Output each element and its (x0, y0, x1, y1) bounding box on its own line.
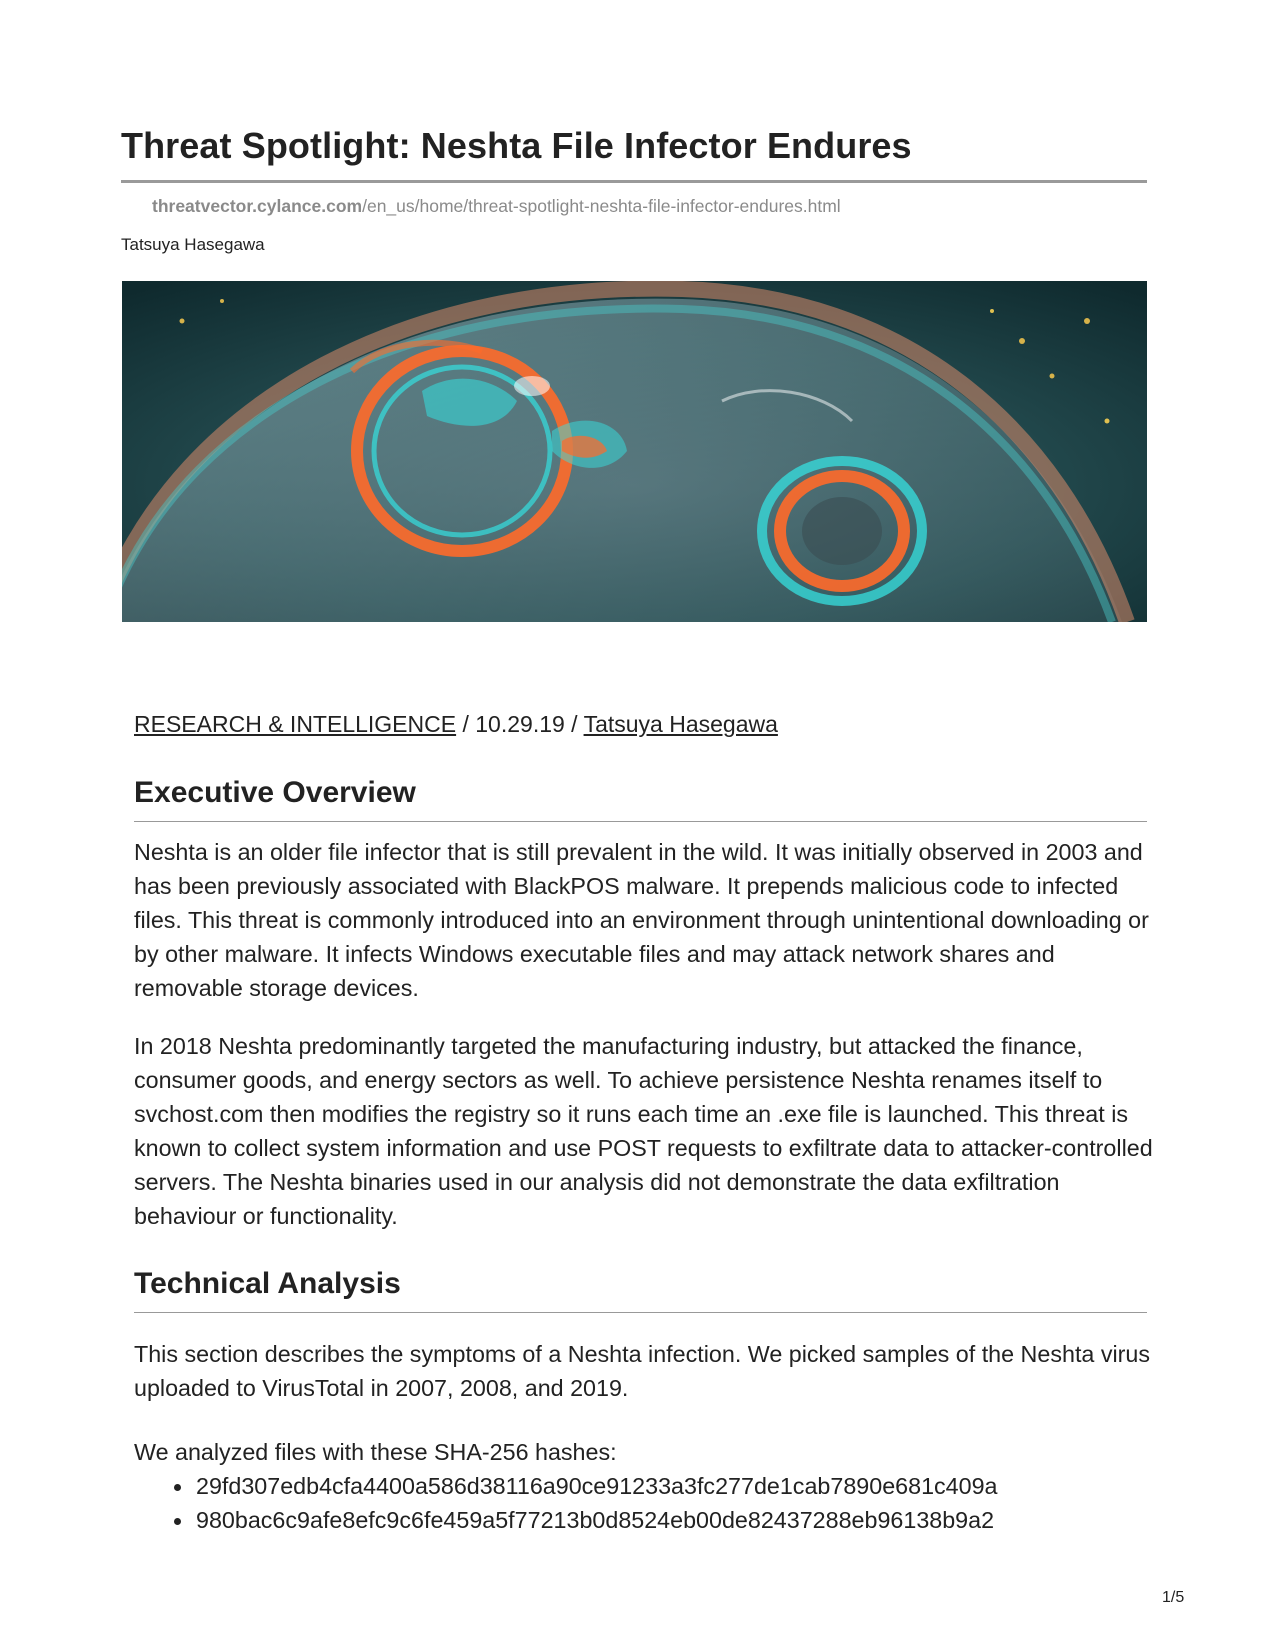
list-item: 29fd307edb4cfa4400a586d38116a90ce91233a3fc277de1cab7890e681c409a (134, 1469, 998, 1503)
meta-separator: / (564, 711, 584, 737)
executive-overview-heading: Executive Overview (134, 776, 416, 809)
hash-list (134, 1469, 998, 1537)
executive-overview-paragraph-2: In 2018 Neshta predominantly targeted the manufacturing industry, but attacked the finance, consumer goods, and energy sectors as well. To achieve persistence Neshta renames itself to svchost.com then modifies the registry so it runs each time an .exe file is launched. This threat is known to collect system information and use POST requests to exfiltrate data to attacker-controlled servers. The Neshta binaries used in our analysis did not demonstrate the data exfiltration behaviour or functionality. (134, 1033, 1153, 1229)
page-title: Threat Spotlight: Neshta File Infector Endures (121, 125, 912, 166)
category-link[interactable]: RESEARCH & INTELLIGENCE (134, 711, 457, 737)
page-number: 1/5 (1162, 1589, 1185, 1606)
executive-overview-paragraph-1: Neshta is an older file infector that is still prevalent in the wild. It was initially observed in 2003 and has been previously associated with BlackPOS malware. It prepends malicious code to infected files. This threat is commonly introduced into an environment through unintentional downloading or by other malware. It infects Windows executable files and may attack network shares and removable storage devices. (134, 839, 1149, 1001)
technical-analysis-heading: Technical Analysis (134, 1267, 401, 1300)
technical-analysis-paragraph-1: This section describes the symptoms of a Neshta infection. We picked samples of the Neshta virus uploaded to VirusTotal in 2007, 2008, and 2019. (134, 1341, 1151, 1401)
section-divider (134, 1312, 1147, 1313)
list-item: 980bac6c9afe8efc9c6fe459a5f77213b0d8524eb00de82437288eb96138b9a2 (134, 1503, 998, 1537)
technical-analysis-paragraph-2: We analyzed files with these SHA-256 hashes: (134, 1439, 617, 1465)
hero-image-art (122, 281, 1147, 622)
author-link[interactable]: Tatsuya Hasegawa (583, 711, 778, 737)
title-divider (121, 180, 1147, 183)
section-divider (134, 821, 1147, 822)
author-byline: Tatsuya Hasegawa (121, 235, 265, 254)
hero-image (122, 281, 1147, 622)
source-domain: threatvector.cylance.com (152, 196, 363, 216)
post-date: 10.29.19 (475, 711, 565, 737)
meta-separator: / (456, 711, 476, 737)
post-meta (134, 711, 778, 738)
source-path: /en_us/home/threat-spotlight-neshta-file-infector-endures.html (362, 196, 841, 216)
source-url[interactable] (152, 196, 841, 217)
